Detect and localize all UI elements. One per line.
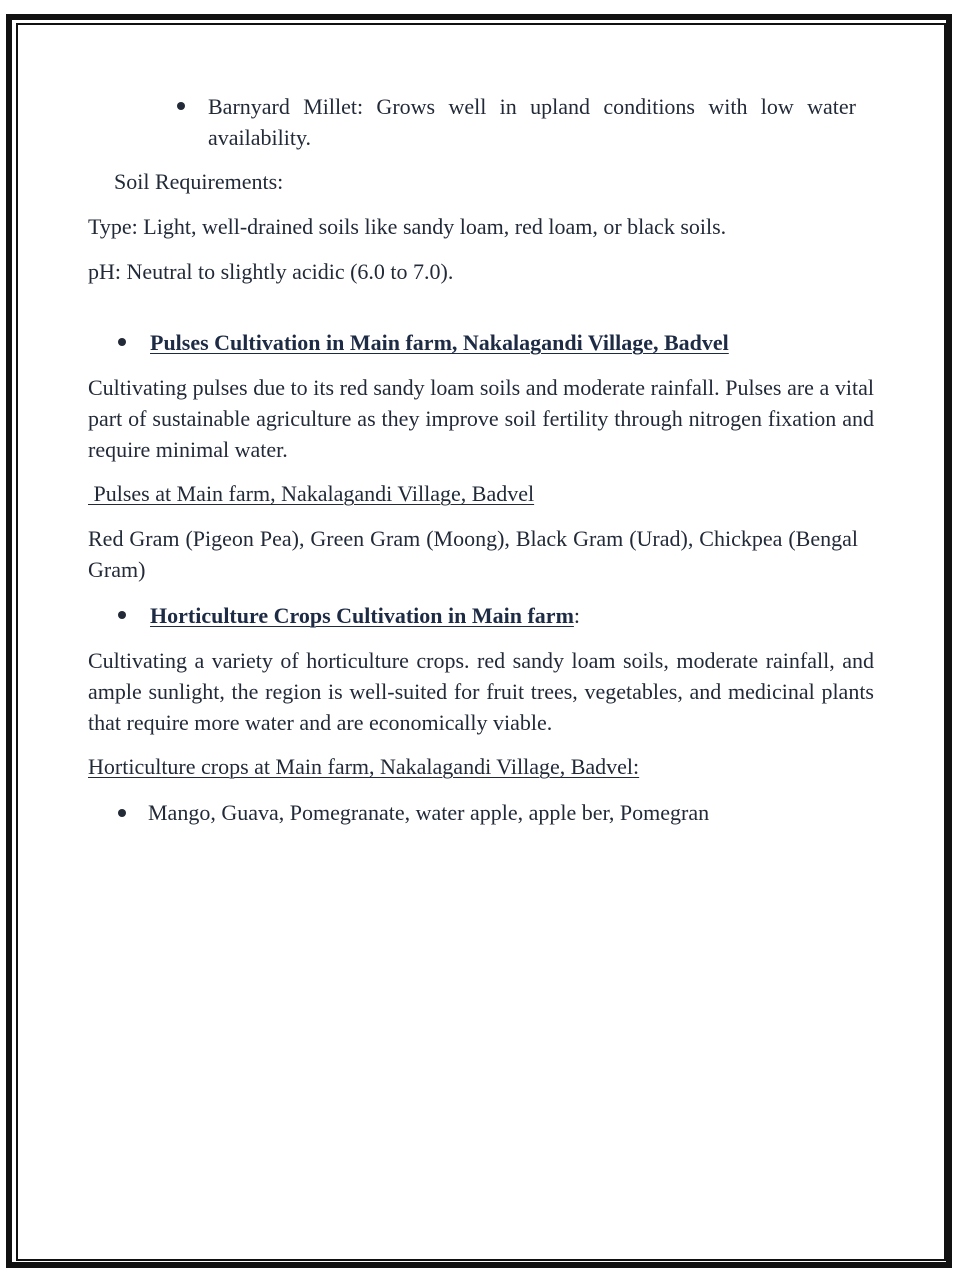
horticulture-list-item: Mango, Guava, Pomegranate, water apple, apple ber, Pomegran <box>148 800 710 825</box>
soil-type-text: Type: Light, well-drained soils like sandy loam, red loam, or black soils. <box>88 214 727 239</box>
page-border-inner <box>16 23 946 1261</box>
soil-requirements-heading: Soil Requirements: <box>114 169 284 194</box>
horticulture-heading: Horticulture Crops Cultivation in Main farm: <box>150 603 581 628</box>
bullet-dot <box>118 338 126 346</box>
pulses-subheading: Pulses at Main farm, Nakalagandi Village, Badvel <box>93 481 535 506</box>
pulses-list: Red Gram (Pigeon Pea), Green Gram (Moong), Black Gram (Urad), Chickpea (Bengal Gram) <box>88 526 858 582</box>
soil-ph-text: pH: Neutral to slightly acidic (6.0 to 7.0). <box>88 259 454 284</box>
horticulture-paragraph: Cultivating a variety of horticulture crops. red sandy loam soils, moderate rainfall, and ample sunlight, the region is well-suited for fruit trees, vegetables, and medicinal plants that require more water and are economically viable. <box>88 648 874 735</box>
bullet-dot <box>118 809 126 817</box>
bullet-dot <box>177 102 185 110</box>
horticulture-subheading: Horticulture crops at Main farm, Nakalagandi Village, Badvel: <box>88 754 640 779</box>
bullet-dot <box>118 611 126 619</box>
pulses-heading: Pulses Cultivation in Main farm, Nakalagandi Village, Badvel <box>150 330 729 355</box>
barnyard-millet-item: Barnyard Millet: Grows well in upland conditions with low water availability. <box>208 94 856 150</box>
pulses-paragraph: Cultivating pulses due to its red sandy loam soils and moderate rainfall. Pulses are a vital part of sustainable agriculture as they improve soil fertility through nitrogen fixation and require minimal water. <box>88 375 874 462</box>
